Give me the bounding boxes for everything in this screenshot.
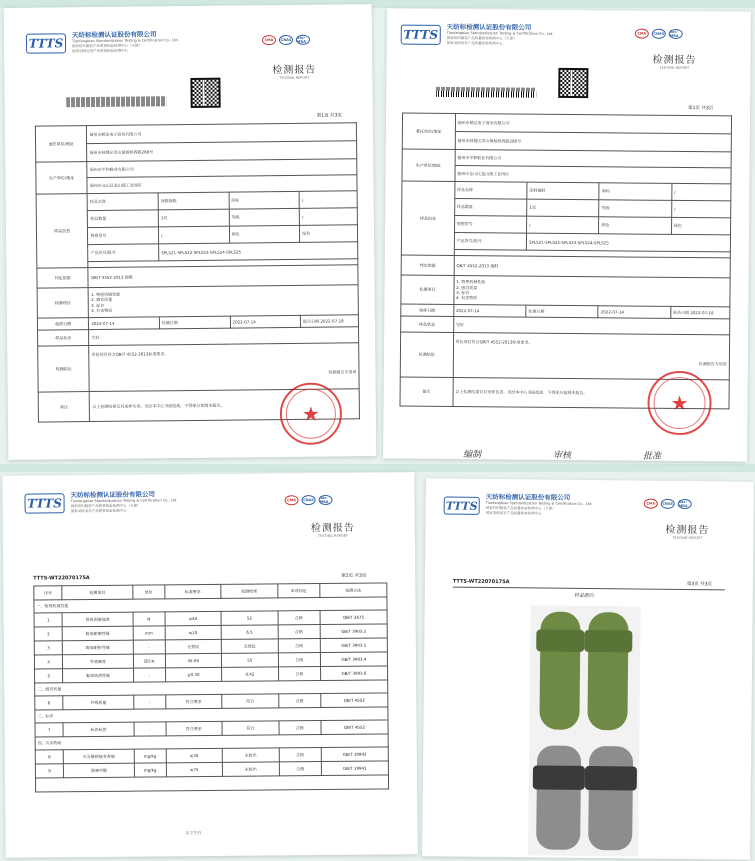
table-cell [88,285,358,318]
report-page-2 [383,8,751,461]
table-label-cell: 鞋底耐磨性能 [62,626,133,641]
table-cell: 2022-07-14 [230,315,301,328]
table-label-cell: - [134,722,166,736]
table-label-cell: GB/T 19942 [321,747,388,762]
table-label-cell: mm [133,626,165,640]
table-label-cell: 单位 [133,585,165,599]
table-label-cell: - [133,668,165,682]
table-cell: 等级 [229,208,300,226]
table-cell: 完好 [89,327,359,346]
table-label-cell: 符合要求 [165,694,222,708]
barcode [436,87,536,98]
table-label-cell: 合格 [278,653,320,667]
table-label-cell: mg/kg [134,763,166,777]
table-row [402,113,731,134]
table-cell: 福州市鼓楼区洪山镇杨桥西路288号 [455,132,732,152]
table-label-cell: QB/T 4552 [321,720,388,735]
star-icon: ★ [670,390,689,416]
table-label-cell: 未检出 [222,762,279,776]
table-label-cell: 52 [221,611,278,625]
ilac-icon: ilac-MRA [319,495,333,505]
cnas-icon: CNAS [279,35,293,45]
ttts-logo: TTTS [26,33,66,53]
table-cell: 以上检测结果仅对来样负责。未经本中心书面批准，不得部分复制本报告。 [453,378,730,409]
table-cell: 以上检测结果仅对来样负责。未经本中心书面批准，不得部分复制本报告。 [90,389,360,422]
page-number: 第1页 共3页 [688,106,714,112]
table-cell: 报告日期 2022-07-18 [671,306,730,319]
sample-label: 样品照片 [574,592,595,600]
test-item: 1. 物理机械性能 [456,279,486,285]
table-cell: 1双 [527,199,600,217]
table-cell [454,276,731,307]
org-name-en: Tianfangbiao Standardization Testing & Certification Co., Ltd. [71,38,179,44]
table-label-cell: 6 [35,696,63,710]
table-cell: 福州市仓山区盖山镇工业园区 [87,175,357,194]
table-row [401,275,730,307]
table-label-cell: 合格 [278,667,320,681]
official-stamp [280,382,343,445]
table-row [401,255,730,278]
table-cell: 福州市仓山区盖山镇工业园区 [455,166,732,184]
table-cell: SPLS21-SPLS22-SPLS23-SPLS24-SPLS25 [526,233,730,252]
test-item: 2. 感官质量 [91,296,113,303]
divider [453,587,725,591]
table-cell: / [158,226,229,244]
report-page-1 [4,4,377,460]
ttts-logo: TTTS [444,496,480,514]
table-row [37,285,358,318]
report-page-4 [422,478,754,859]
table-cell: 规格型号 [88,227,159,245]
table-cell: 等级 [599,200,672,218]
table-label-cell: GB/T 3903.6 [320,666,387,681]
conclusion-sign: 检测报告专用章 [328,369,357,375]
table-label-cell: 检测项目 [62,585,133,600]
table-cell: 报告日期 2022-07-18 [301,315,359,328]
table-cell: 凉鞋拖鞋 [158,192,229,210]
table-label-cell: 收样日期 [401,304,454,316]
cnas-icon: CNAS [661,499,675,509]
conclusion-text: 所检项目符合QB/T 4552-2013标准要求。 [91,351,169,358]
table-label-cell: 备注 [400,377,453,406]
table-label-cell: 检测结论 [38,346,90,393]
table-cell: 福州市鹤达电子商务有限公司 [455,114,732,134]
report-title: 检测报告 TESTING REPORT [310,522,355,539]
table-label-cell: 游离甲醛 [64,763,135,778]
table-label-cell: 检测结果 [221,584,278,598]
table-label-cell: 鞋底防滑性能 [63,668,134,683]
table-cell: SPLS21-SPLS22-SPLS23-SPLS24-SPLS25 [159,242,358,261]
report-number: TTTS-WT22070175A [33,575,90,582]
table-label-cell: 合格 [279,748,321,762]
table-label-cell: 检测项目 [37,288,89,319]
green-slipper-sole [587,612,628,730]
table-label-cell: 0.42 [222,667,279,681]
page-number: 第3页 共3页 [686,582,713,588]
table-label-cell: 序号 [34,586,62,600]
table-label-cell: 6.5 [221,625,278,639]
table-label-cell: 符合 [222,694,279,708]
test-item: 2. 感官质量 [456,284,478,290]
table-label-cell: 合格 [279,721,321,735]
table-label-cell: 样品状态 [401,316,454,332]
table-row [35,775,388,792]
table-label-cell: 8 [35,750,63,764]
signature-approver: 批准 [643,451,662,462]
table-label-cell: ≤10 [165,625,222,639]
table-label-cell: GB/T 3903.1 [320,638,387,653]
table-label-cell: 3 [34,641,62,655]
barcode [67,96,167,107]
org-sub2: 国家羽绒羽毛产品质量检验检测中心 [72,48,129,54]
table-cell: 产品货号/批号 [88,244,159,262]
cma-icon: CMA [262,35,276,45]
signature-compiler: 编制 [463,450,482,461]
signature-reviewer: 审核 [553,450,572,462]
table-label-cell: 单项判定 [277,584,319,598]
grey-slipper-sole [536,745,581,849]
report-page-3 [2,472,417,858]
table-label-cell: 合格 [278,639,320,653]
ttts-logo: TTTS [401,25,441,45]
green-slipper-sole [539,612,580,730]
table-label-cell: GB/T 19941 [321,761,388,776]
org-sub1: 国家纺织服装产品质量检验检测中心（天津） [72,43,143,49]
ilac-icon: ilac-MRA [669,29,683,39]
table-label-cell: 样品信息 [36,194,88,269]
test-item: 1. 物理机械性能 [90,291,121,297]
table-label-cell: 标准要求 [164,584,221,598]
table-label-cell: 可分解致癌芳香胺 [63,749,134,764]
table-cell: / [671,200,730,218]
table-label-cell: 1 [34,613,62,627]
ilac-icon: ilac-MRA [678,499,692,509]
report-number: TTTS-WT22070175A [452,578,510,586]
table-cell: 商标 [599,183,672,201]
table-cell: 福州市鹤达电子商务有限公司 [87,123,357,144]
table-label-cell: QB/T 2675 [320,610,387,625]
table-label-cell: 判定依据 [401,255,454,275]
table-label-cell: GB/T 3903.4 [320,652,387,667]
table-cell: / [672,183,731,201]
table-cell: 凉鞋拖鞋 [527,182,600,200]
grey-slipper-sole [588,746,633,850]
green-slipper-strap [584,630,632,653]
table-label-cell: 委托单位/地址 [35,126,87,163]
cnas-icon: CNAS [302,495,316,505]
cnas-icon: CNAS [652,29,666,39]
slipper-image [528,605,641,856]
table-label-cell: ≥0.30 [165,667,222,681]
table-label-cell: 5 [35,669,63,683]
org-header [72,30,179,54]
table-label-cell: - [134,695,166,709]
cma-icon: CMA [635,29,649,39]
table-label-cell: 外底硬度 [63,654,134,669]
table-cell: 规格型号 [454,216,527,234]
table-cell: QB/T 4552-2013 拖鞋 [88,265,358,288]
test-item: 3. 标识 [91,302,105,308]
table-label-cell: 符合要求 [166,721,223,735]
table-cell: 2022-07-14 [453,305,525,318]
table-label-cell: 2 [34,627,62,641]
table-label-cell: 符合 [222,721,279,735]
table-cell: 样品数量 [88,210,159,228]
table-label-cell: ≤30 [166,748,223,762]
table-cell: 颜色 [229,225,300,243]
test-item: 4. 有害物质 [91,307,113,313]
cma-icon: CMA [285,495,299,505]
table-cell: 福州市鼓楼区洪山镇杨桥西路288号 [87,141,357,162]
table-label-cell: 未检出 [222,748,279,762]
org-header: 天纺标检测认证股份有限公司 Tianfangbiao Standardization Testing & Certification Co., Ltd. 国家纺织服装产品质量检验检测中心（天津） 国家羽绒羽毛产品质量检验检测中心 [70,490,178,514]
table-cell: 产品货号/批号 [454,233,527,251]
table-label-cell: 检测结论 [400,332,453,377]
table-cell: 颜色 [599,217,672,235]
table-cell: 检测日期 [159,316,230,329]
conclusion-text: 所检项目符合QB/T 4552-2013标准要求。 [455,339,533,345]
table-label-cell: 7 [35,723,63,737]
sample-photo [528,605,641,856]
table-label-cell: 样品状态 [38,330,90,347]
table-label-cell: 标识标签 [63,722,134,737]
table-cell: QB/T 4552-2013 拖鞋 [454,256,731,278]
table-label-cell: 邵尔A [133,654,165,668]
green-slipper-strap [536,629,584,652]
table-cell: 二、感官质量 [35,680,388,696]
table-label-cell: 生产单位/地址 [402,149,455,181]
table-label-cell: 检测方法 [320,583,387,598]
cert-logos [285,495,333,505]
page-number: 第1页 共3页 [316,113,342,119]
qr-code [190,78,220,108]
official-stamp [647,371,712,436]
report-title: 检测报告 TESTING REPORT [272,64,317,81]
table-cell: 完好 [453,317,730,335]
table-cell: 2022-07-14 [598,306,670,319]
qr-code [558,68,588,98]
table-label-cell: ≤75 [166,762,223,776]
results-table [33,582,389,792]
background-stripe [0,464,755,472]
table-cell: 福州市平和鞋业有限公司 [87,159,357,178]
table-cell: 商标 [229,191,300,209]
table-label-cell: 55 [221,653,278,667]
table-cell: / [299,191,357,209]
table-cell: 样品数量 [454,199,527,217]
info-table [35,122,360,422]
table-label-cell: 4 [34,655,62,669]
info-table [399,113,732,410]
table-label-cell: QB/T 4552 [321,693,388,708]
table-label-cell: 帮底剥离强度 [62,612,133,627]
table-label-cell: 备注 [38,392,90,423]
page-number: 第2页 共3页 [341,573,367,579]
report-title: 检测报告 TESTING REPORT [652,54,697,71]
table-label-cell: 收样日期 [37,318,88,331]
table-label-cell: 无裂纹 [165,639,222,653]
table-label-cell: 合格 [278,694,320,708]
table-row [402,149,731,168]
end-note: 以下空白 [185,830,202,836]
table-cell: 三、标识 [35,707,388,723]
table-cell: 绿色 [300,225,358,243]
table-label-cell: 外观质量 [63,695,134,710]
table-label-cell: 样品信息 [401,181,454,255]
table-label-cell: ≥40 [165,611,222,625]
grey-slipper-strap [533,765,585,790]
table-label-cell: 委托单位/地址 [402,113,455,149]
report-title: 检测报告 TESTING REPORT [665,524,710,541]
cert-logos [262,35,310,46]
table-cell: 2022-07-14 [89,317,160,330]
table-label-cell: 9 [35,764,63,778]
table-label-cell: 检测项目 [401,275,454,304]
org-header: 天纺标检测认证股份有限公司 Tianfangbiao Standardization Testing & Certification Co., Ltd. 国家纺织服装产品质量检验检测中心（天津） 国家羽绒羽毛产品质量检验检测中心 [446,22,554,46]
table-label-cell: mg/kg [134,749,166,763]
table-label-cell: 判定依据 [37,268,89,289]
org-header: 天纺标检测认证股份有限公司 Tianfangbiao Standardization Testing & Certification Co., Ltd. 国家纺织服装产品质量检验检测中心（天津） 国家羽绒羽毛产品质量检验检测中心 [485,492,593,516]
table-cell: / [299,208,357,226]
table-cell: 四、有害物质 [35,734,388,750]
table-cell: 一、物理机械性能 [34,597,387,613]
test-item: 4. 有害物质 [456,295,478,301]
table-label-cell: 45-65 [165,653,222,667]
cert-logos [635,29,683,39]
table-cell: 样品名称 [87,193,158,211]
ilac-icon: ilac-MRA [296,35,310,45]
table-label-cell: 合格 [279,762,321,776]
table-label-cell: - [133,640,165,654]
table-cell: 样品名称 [454,182,527,200]
table-label-cell: 合格 [278,625,320,639]
table-cell: 检测日期 [526,305,598,318]
table-label-cell: GB/T 3903.2 [320,624,387,639]
table-cell: 福州市平和鞋业有限公司 [455,150,732,168]
table-cell: / [527,216,600,234]
cma-icon: CMA [644,499,658,509]
conclusion-sign: 检测报告专用章 [698,361,727,367]
table-label-cell: N [133,612,165,626]
table-label-cell: 生产单位/地址 [36,162,88,195]
org-name: 天纺标检测认证股份有限公司 [71,30,157,40]
table-cell: 绿色 [671,217,730,235]
star-icon: ★ [301,401,321,426]
table-label-cell: 合格 [278,611,320,625]
table-row [402,181,731,201]
grey-slipper-strap [585,766,637,791]
table-cell: 1双 [158,209,229,227]
table-label-cell: 鞋底耐折性能 [63,640,134,655]
table-label-cell: 无裂纹 [221,639,278,653]
test-item: 3. 标识 [456,290,470,296]
table-cell [35,775,388,792]
cert-logos [644,499,692,510]
ttts-logo: TTTS [24,493,64,513]
